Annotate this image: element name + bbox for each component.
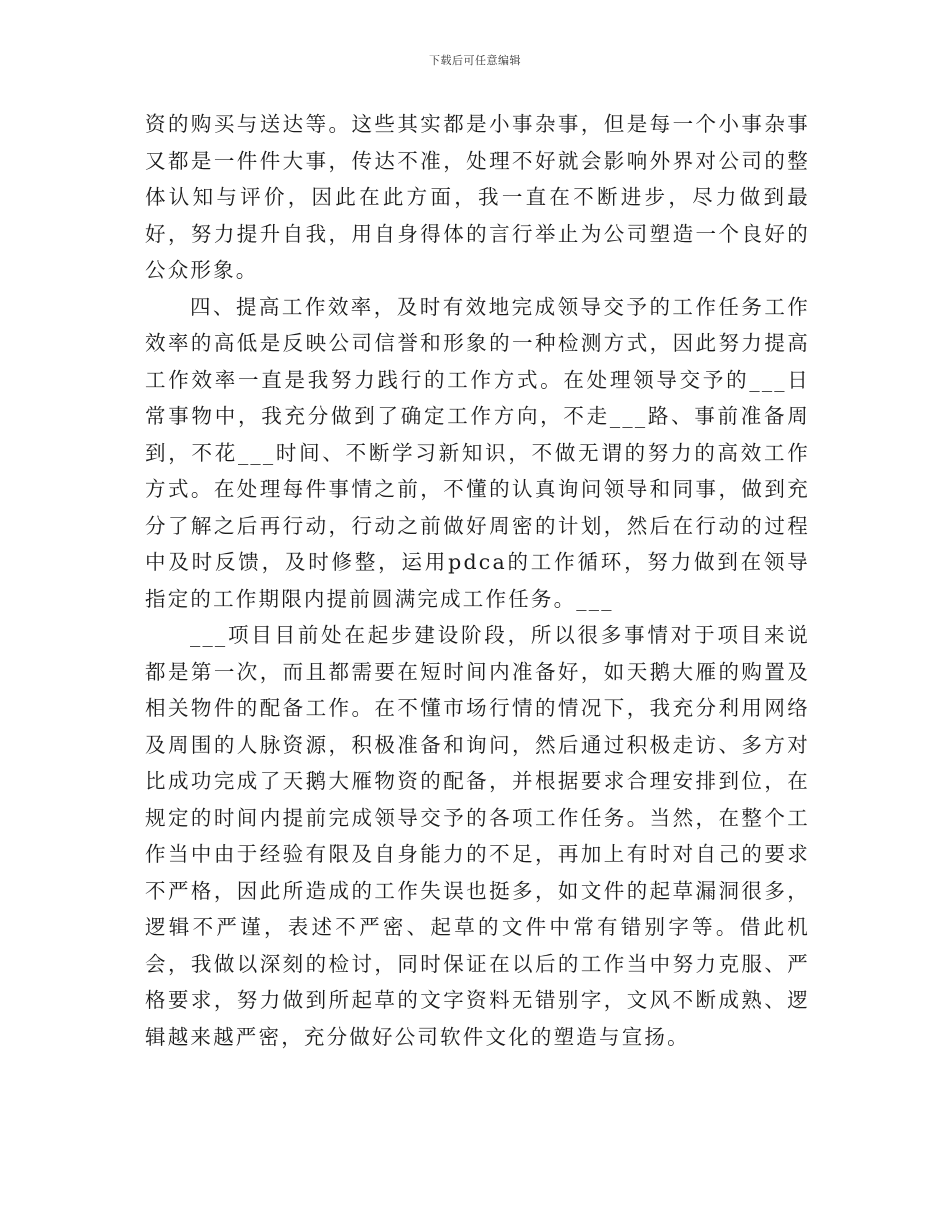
page-header: 下载后可任意编辑: [429, 54, 521, 67]
paragraph-section-four: 四、提高工作效率，及时有效地完成领导交予的工作任务工作效率的高低是反映公司信誉和形象的一种检测方式，因此努力提高工作效率一直是我努力践行的工作方式。在处理领导交予的___日常事物中，我充分做到了确定工作方向，不走___路、事前准备周到，不花___时间、不断学习新知识，不做无谓的努力的高效工作方式。在处理每件事情之前，不懂的认真询问领导和同事，做到充分了解之后再行动，行动之前做好周密的计划，然后在行动的过程中及时反馈，及时修整，运用pdca的工作循环，努力做到在领导指定的工作期限内提前圆满完成工作任务。___: [145, 294, 810, 611]
paragraph-project: ___项目目前处在起步建设阶段，所以很多事情对于项目来说都是第一次，而且都需要在短时间内准备好，如天鹅大雁的购置及相关物件的配备工作。在不懂市场行情的情况下，我充分利用网络及周围的人脉资源，积极准备和询问，然后通过积极走访、多方对比成功完成了天鹅大雁物资的配备，并根据要求合理安排到位，在规定的时间内提前完成领导交予的各项工作任务。当然，在整个工作当中由于经验有限及自身能力的不足，再加上有时对自己的要求不严格，因此所造成的工作失误也挺多，如文件的起草漏洞很多，逻辑不严谨，表述不严密、起草的文件中常有错别字等。借此机会，我做以深刻的检讨，同时保证在以后的工作当中努力克服、严格要求，努力做到所起草的文字资料无错别字，文风不断成熟、逻辑越来越严密，充分做好公司软件文化的塑造与宣扬。: [145, 623, 810, 1049]
document-body: [145, 106, 810, 1055]
paragraph-continuation: 资的购买与送达等。这些其实都是小事杂事，但是每一个小事杂事又都是一件件大事，传达不准，处理不好就会影响外界对公司的整体认知与评价，因此在此方面，我一直在不断进步，尽力做到最好，努力提升自我，用自身得体的言行举止为公司塑造一个良好的公众形象。: [145, 112, 810, 282]
